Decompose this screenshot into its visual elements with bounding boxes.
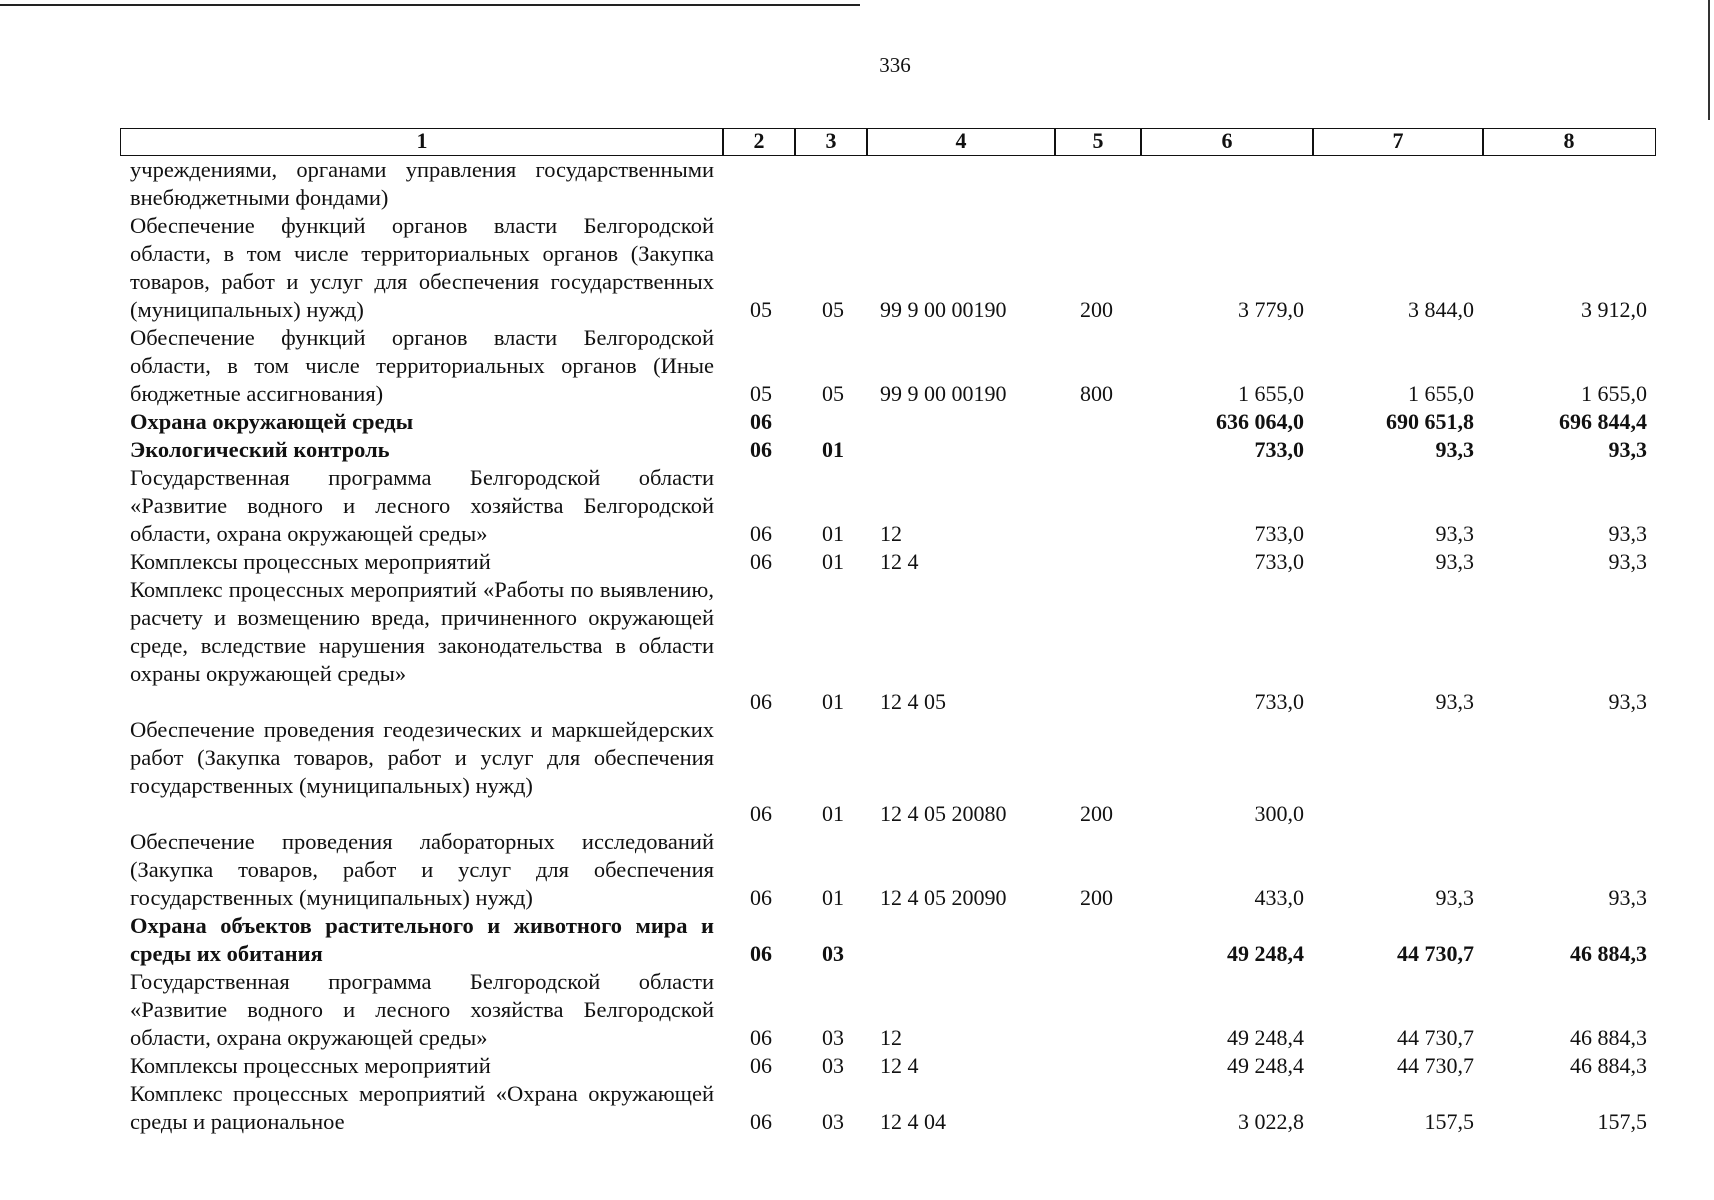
row-description: Обеспечение проведения геодезических и маркшейдерских работ (Закупка товаров, работ и услуг для обеспечения государственных (муниципальных) нужд) — [130, 717, 714, 798]
header-col-2: 2 — [722, 128, 796, 156]
row-amount-col8: 93,3 — [1608, 549, 1647, 574]
row-section: 06 — [750, 885, 772, 910]
table-row — [0, 324, 1714, 408]
row-description: Комплексы процессных мероприятий — [130, 549, 491, 574]
row-section: 06 — [750, 941, 772, 966]
row-target-article: 12 — [880, 1025, 902, 1050]
row-subsection: 03 — [822, 1109, 844, 1134]
row-subsection: 05 — [822, 381, 844, 406]
row-description: Экологический контроль — [130, 437, 390, 462]
table-row — [0, 912, 1714, 968]
row-section: 05 — [750, 297, 772, 322]
row-description: Охрана объектов растительного и животного мира и среды их обитания — [130, 913, 714, 966]
row-target-article: 99 9 00 00190 — [880, 297, 1007, 322]
row-subsection: 01 — [822, 689, 844, 714]
row-amount-col8: 46 884,3 — [1570, 1025, 1647, 1050]
row-section: 06 — [750, 521, 772, 546]
row-amount-col6: 733,0 — [1254, 521, 1304, 546]
row-amount-col8: 696 844,4 — [1559, 409, 1647, 434]
table-row — [0, 212, 1714, 324]
row-description: Комплекс процессных мероприятий «Охрана окружающей среды и рациональное — [130, 1081, 714, 1134]
table-row — [0, 1080, 1714, 1136]
row-amount-col6: 49 248,4 — [1227, 1053, 1304, 1078]
header-col-7: 7 — [1312, 128, 1484, 156]
row-section: 06 — [750, 437, 772, 462]
row-amount-col7: 93,3 — [1435, 437, 1474, 462]
row-subsection: 01 — [822, 885, 844, 910]
row-section: 06 — [750, 549, 772, 574]
row-description: Комплексы процессных мероприятий — [130, 1053, 491, 1078]
row-description: Охрана окружающей среды — [130, 409, 414, 434]
right-edge-line — [1708, 0, 1710, 120]
row-description: Государственная программа Белгородской области «Развитие водного и лесного хозяйства Белгородской области, охрана окружающей среды» — [130, 969, 714, 1050]
row-target-article: 12 4 05 — [880, 689, 946, 714]
row-description: Обеспечение функций органов власти Белгородской области, в том числе территориальных органов (Закупка товаров, работ и услуг для обеспечения государственных (муниципальных) нужд) — [130, 213, 714, 322]
row-amount-col6: 3 022,8 — [1238, 1109, 1304, 1134]
row-description: Комплекс процессных мероприятий «Работы по выявлению, расчету и возмещению вреда, причиненного окружающей среде, вследствие нарушения законодательства в области охраны окружающей среды» — [130, 577, 714, 686]
row-section: 06 — [750, 689, 772, 714]
row-amount-col6: 49 248,4 — [1227, 941, 1304, 966]
row-amount-col8: 93,3 — [1608, 521, 1647, 546]
table-row — [0, 968, 1714, 1052]
page-number: 336 — [879, 53, 911, 77]
row-target-article: 99 9 00 00190 — [880, 381, 1007, 406]
row-section: 06 — [750, 1053, 772, 1078]
row-section: 06 — [750, 409, 772, 434]
row-expense-type: 200 — [1080, 801, 1113, 826]
row-subsection: 03 — [822, 1025, 844, 1050]
row-amount-col6: 1 655,0 — [1238, 381, 1304, 406]
header-col-3: 3 — [794, 128, 868, 156]
row-amount-col6: 733,0 — [1254, 549, 1304, 574]
row-description: Государственная программа Белгородской области «Развитие водного и лесного хозяйства Белгородской области, охрана окружающей среды» — [130, 465, 714, 546]
table-row — [0, 1052, 1714, 1080]
row-amount-col6: 300,0 — [1254, 801, 1304, 826]
row-amount-col8: 3 912,0 — [1581, 297, 1647, 322]
row-description: учреждениями, органами управления государственными внебюджетными фондами) — [130, 157, 714, 210]
header-col-4: 4 — [866, 128, 1056, 156]
row-amount-col6: 49 248,4 — [1227, 1025, 1304, 1050]
row-amount-col8: 93,3 — [1608, 437, 1647, 462]
row-amount-col7: 44 730,7 — [1397, 941, 1474, 966]
header-col-1: 1 — [120, 128, 724, 156]
table-row — [0, 548, 1714, 576]
row-section: 06 — [750, 1109, 772, 1134]
row-amount-col6: 3 779,0 — [1238, 297, 1304, 322]
table-row — [0, 464, 1714, 548]
row-amount-col8: 93,3 — [1608, 689, 1647, 714]
row-subsection: 03 — [822, 941, 844, 966]
table-row — [0, 576, 1714, 716]
table-row — [0, 408, 1714, 436]
row-amount-col6: 733,0 — [1254, 689, 1304, 714]
row-amount-col7: 3 844,0 — [1408, 297, 1474, 322]
row-amount-col8: 46 884,3 — [1570, 941, 1647, 966]
header-col-5: 5 — [1054, 128, 1142, 156]
row-subsection: 05 — [822, 297, 844, 322]
row-amount-col7: 93,3 — [1435, 885, 1474, 910]
row-section: 06 — [750, 1025, 772, 1050]
header-col-8: 8 — [1482, 128, 1656, 156]
row-target-article: 12 — [880, 521, 902, 546]
row-subsection: 01 — [822, 801, 844, 826]
row-target-article: 12 4 — [880, 549, 919, 574]
row-amount-col7: 1 655,0 — [1408, 381, 1474, 406]
row-target-article: 12 4 05 20080 — [880, 801, 1007, 826]
table-row — [0, 156, 1714, 212]
row-amount-col7: 44 730,7 — [1397, 1053, 1474, 1078]
row-amount-col7: 93,3 — [1435, 689, 1474, 714]
row-amount-col8: 46 884,3 — [1570, 1053, 1647, 1078]
row-section: 05 — [750, 381, 772, 406]
row-subsection: 01 — [822, 437, 844, 462]
row-expense-type: 200 — [1080, 297, 1113, 322]
row-description: Обеспечение функций органов власти Белгородской области, в том числе территориальных органов (Иные бюджетные ассигнования) — [130, 325, 714, 406]
row-description: Обеспечение проведения лабораторных исследований (Закупка товаров, работ и услуг для обеспечения государственных (муниципальных) нужд) — [130, 829, 714, 910]
table-row — [0, 716, 1714, 828]
row-subsection: 01 — [822, 521, 844, 546]
row-target-article: 12 4 05 20090 — [880, 885, 1007, 910]
row-amount-col8: 1 655,0 — [1581, 381, 1647, 406]
top-rule — [0, 4, 860, 6]
header-col-6: 6 — [1140, 128, 1314, 156]
table-row — [0, 828, 1714, 912]
row-subsection: 01 — [822, 549, 844, 574]
row-amount-col7: 93,3 — [1435, 521, 1474, 546]
row-expense-type: 800 — [1080, 381, 1113, 406]
row-section: 06 — [750, 801, 772, 826]
row-amount-col8: 157,5 — [1597, 1109, 1647, 1134]
row-amount-col6: 433,0 — [1254, 885, 1304, 910]
row-amount-col6: 636 064,0 — [1216, 409, 1304, 434]
row-amount-col6: 733,0 — [1254, 437, 1304, 462]
row-amount-col7: 93,3 — [1435, 549, 1474, 574]
table-row — [0, 436, 1714, 464]
row-target-article: 12 4 04 — [880, 1109, 946, 1134]
row-amount-col8: 93,3 — [1608, 885, 1647, 910]
row-amount-col7: 44 730,7 — [1397, 1025, 1474, 1050]
row-target-article: 12 4 — [880, 1053, 919, 1078]
row-amount-col7: 157,5 — [1424, 1109, 1474, 1134]
row-amount-col7: 690 651,8 — [1386, 409, 1474, 434]
row-subsection: 03 — [822, 1053, 844, 1078]
row-expense-type: 200 — [1080, 885, 1113, 910]
